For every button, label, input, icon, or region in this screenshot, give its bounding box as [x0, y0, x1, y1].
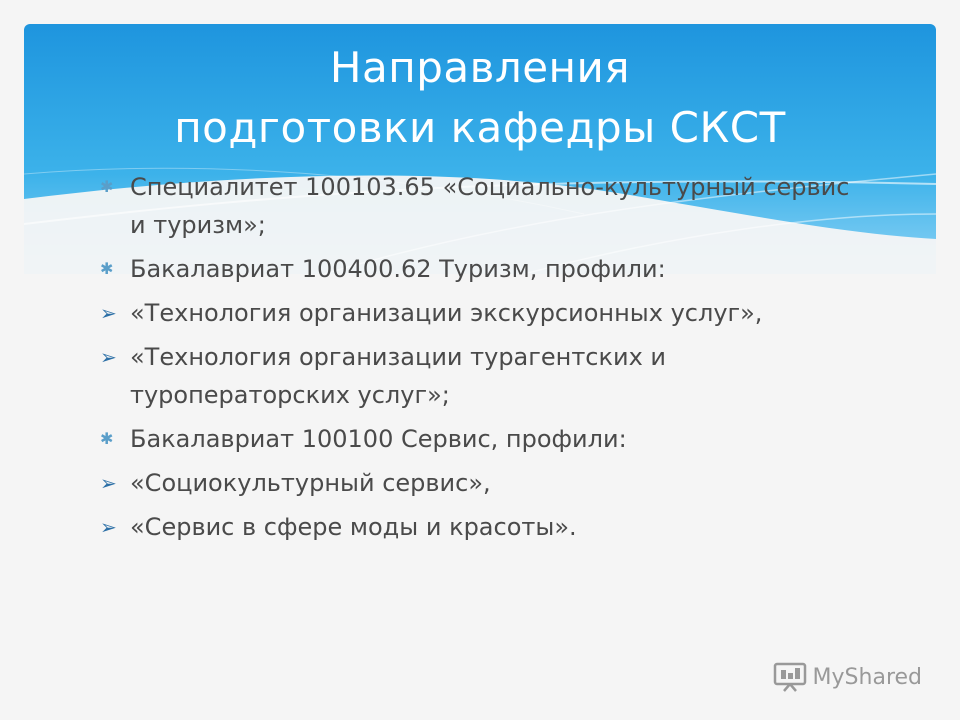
list-item-text: «Сервис в сфере моды и красоты». — [130, 513, 577, 541]
watermark — [773, 662, 922, 692]
list-item — [100, 508, 860, 546]
presentation-icon — [773, 662, 807, 692]
arrow-bullet-icon: ➢ — [100, 515, 117, 539]
list-item — [100, 338, 860, 414]
title-line-2: подготовки кафедры СКСТ — [174, 103, 786, 152]
list-item — [100, 250, 860, 288]
arrow-bullet-icon: ➢ — [100, 301, 117, 325]
star-bullet-icon: ✱ — [100, 259, 114, 278]
star-bullet-icon: ✱ — [100, 177, 114, 196]
arrow-bullet-icon: ➢ — [100, 345, 117, 369]
list-item — [100, 168, 860, 244]
bullet-list — [100, 168, 860, 552]
list-item-text: «Технология организации турагентских и туроператорских услуг»; — [130, 343, 667, 409]
list-item — [100, 464, 860, 502]
list-item — [100, 294, 860, 332]
list-item — [100, 420, 860, 458]
title-line-1: Направления — [329, 43, 631, 92]
star-bullet-icon: ✱ — [100, 429, 114, 448]
list-item-text: «Социокультурный сервис», — [130, 469, 491, 497]
list-item-text: Бакалавриат 100100 Сервис, профили: — [130, 425, 627, 453]
list-item-text: Специалитет 100103.65 «Социально-культурный сервис и туризм»; — [130, 173, 850, 239]
arrow-bullet-icon: ➢ — [100, 471, 117, 495]
list-item-text: «Технология организации экскурсионных услуг», — [130, 299, 763, 327]
slide-title — [24, 38, 936, 158]
watermark-text: MyShared — [812, 664, 922, 690]
list-item-text: Бакалавриат 100400.62 Туризм, профили: — [130, 255, 666, 283]
